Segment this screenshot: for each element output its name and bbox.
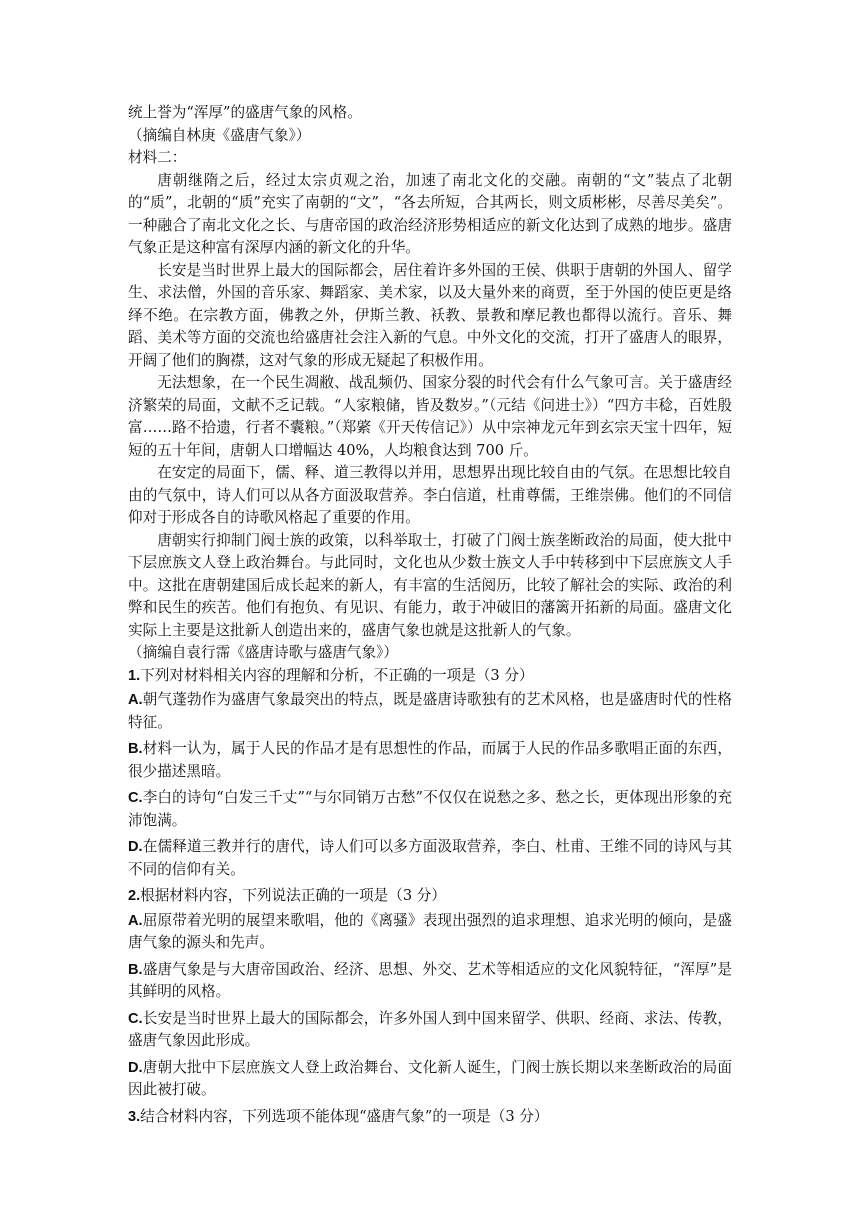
option-label: C. — [128, 790, 143, 806]
option-label: C. — [128, 1010, 143, 1027]
question-number: 3. — [128, 1108, 141, 1125]
source-citation-1: （摘编自林庚《盛唐气象》） — [128, 126, 311, 144]
option-label: A. — [128, 912, 143, 929]
paragraph: 在安定的局面下，儒、释、道三教得以并用，思想界出现比较自由的气氛。在思想比较自由的气氛中，诗人们可以从各方面汲取营养。李白信道，杜甫尊儒，王维崇佛。他们的不同信仰对于形成各自的诗歌风格起了重要的作用。 — [128, 464, 732, 526]
option-label: B. — [128, 741, 143, 757]
paragraph: 无法想象，在一个民生凋敝、战乱频仍、国家分裂的时代会有什么气象可言。关于盛唐经济繁荣的局面，文献不乏记载。“人家粮储，皆及数岁。”（元结《问进士》）“四方丰稔，百姓殷富……路不拾遗，行者不囊粮。”（郑綮《开天传信记》）从中宗神龙元年到玄宗天宝十四年，短短的五十年间，唐朝人口增幅达 40%，人均粮食达到 700 斤。 — [128, 374, 732, 459]
question-2-option-c — [128, 1008, 732, 1053]
option-label: D. — [128, 1059, 143, 1076]
option-text: 朝气蓬勃作为盛唐气象最突出的特点，既是盛唐诗歌独有的艺术风格，也是盛唐时代的性格特征。 — [128, 691, 732, 731]
question-1-option-b — [128, 738, 732, 783]
paragraph: 长安是当时世界上最大的国际都会，居住着许多外国的王侯、供职于唐朝的外国人、留学生、求法僧，外国的音乐家、舞蹈家、美术家，以及大量外来的商贾，至于外国的使臣更是络绎不绝。在宗教方面，佛教之外，伊斯兰教、袄教、景教和摩尼教也都得以流行。音乐、舞蹈、美术等方面的交流也给盛唐社会注入新的气息。中外文化的交流，打开了盛唐人的眼界，开阔了他们的胸襟，这对气象的形成无疑起了积极作用。 — [128, 261, 732, 369]
paragraph: 唐朝实行抑制门阀士族的政策，以科举取士，打破了门阀士族垄断政治的局面，使大批中下层庶族文人登上政治舞台。与此同时，文化也从少数士族文人手中转移到中下层庶族文人手中。这批在唐朝建国后成长起来的新人，有丰富的生活阅历，比较了解社会的实际、政治的利弊和民生的疾苦。他们有抱负、有见识、有能力，敢于冲破旧的藩篱开拓新的局面。盛唐文化实际上主要是这批新人创造出来的，盛唐气象也就是这批新人的气象。 — [128, 531, 732, 639]
question-2-stem — [128, 885, 732, 908]
option-text: 屈原带着光明的展望来歌唱，他的《离骚》表现出强烈的追求理想、追求光明的倾向，是盛唐气象的源头和先声。 — [128, 911, 732, 951]
question-number: 1. — [128, 667, 141, 684]
paragraph: 唐朝继隋之后，经过太宗贞观之治，加速了南北文化的交融。南朝的“文”装点了北朝的“质”，北朝的“质”充实了南朝的“文”，“各去所短，合其两长，则文质彬彬，尽善尽美矣”。一种融合了南北文化之长、与唐帝国的政治经济形势相适应的新文化达到了成熟的地步。盛唐气象正是这种富有深厚内涵的新文化的升华。 — [128, 171, 732, 256]
question-2-option-d — [128, 1057, 732, 1102]
question-3-stem — [128, 1106, 732, 1129]
question-text: 根据材料内容，下列说法正确的一项是（3 分） — [140, 887, 446, 904]
option-label: A. — [128, 692, 143, 708]
question-2-option-b — [128, 959, 732, 1004]
question-1-option-c — [128, 787, 732, 832]
question-number: 2. — [128, 888, 141, 904]
question-2-option-a — [128, 910, 732, 955]
option-text: 材料一认为，属于人民的作品才是有思想性的作品，而属于人民的作品多歌唱正面的东西，很少描述黑暗。 — [128, 740, 732, 780]
material-2-heading: 材料二： — [128, 149, 187, 166]
question-1-stem — [128, 665, 732, 688]
intro-tail-text: 统上誉为“浑厚”的盛唐气象的风格。 — [128, 104, 362, 121]
option-label: D. — [128, 839, 143, 855]
option-text: 盛唐气象是与大唐帝国政治、经济、思想、外交、艺术等相适应的文化风貌特征，“浑厚”是其鲜明的风格。 — [128, 960, 732, 1000]
question-1-option-a — [128, 689, 732, 734]
source-citation-2: （摘编自袁行霈《盛唐诗歌与盛唐气象》） — [128, 644, 398, 661]
option-text: 长安是当时世界上最大的国际都会，许多外国人到中国来留学、供职、经商、求法、传教，盛唐气象因此形成。 — [128, 1009, 732, 1049]
question-text: 结合材料内容，下列选项不能体现“盛唐气象”的一项是（3 分） — [140, 1107, 549, 1125]
question-text: 下列对材料相关内容的理解和分析，不正确的一项是（3 分） — [140, 666, 534, 684]
document-page — [128, 102, 732, 1130]
question-1-option-d — [128, 836, 732, 881]
option-text: 李白的诗句“白发三千丈”“与尔同销万古愁”不仅仅在说愁之多、愁之长，更体现出形象的充沛饱满。 — [128, 789, 732, 829]
option-text: 唐朝大批中下层庶族文人登上政治舞台、文化新人诞生，门阀士族长期以来垄断政治的局面因此被打破。 — [128, 1058, 732, 1098]
option-text: 在儒释道三教并行的唐代，诗人们可以多方面汲取营养，李白、杜甫、王维不同的诗风与其不同的信仰有关。 — [128, 838, 732, 878]
option-label: B. — [128, 961, 143, 978]
